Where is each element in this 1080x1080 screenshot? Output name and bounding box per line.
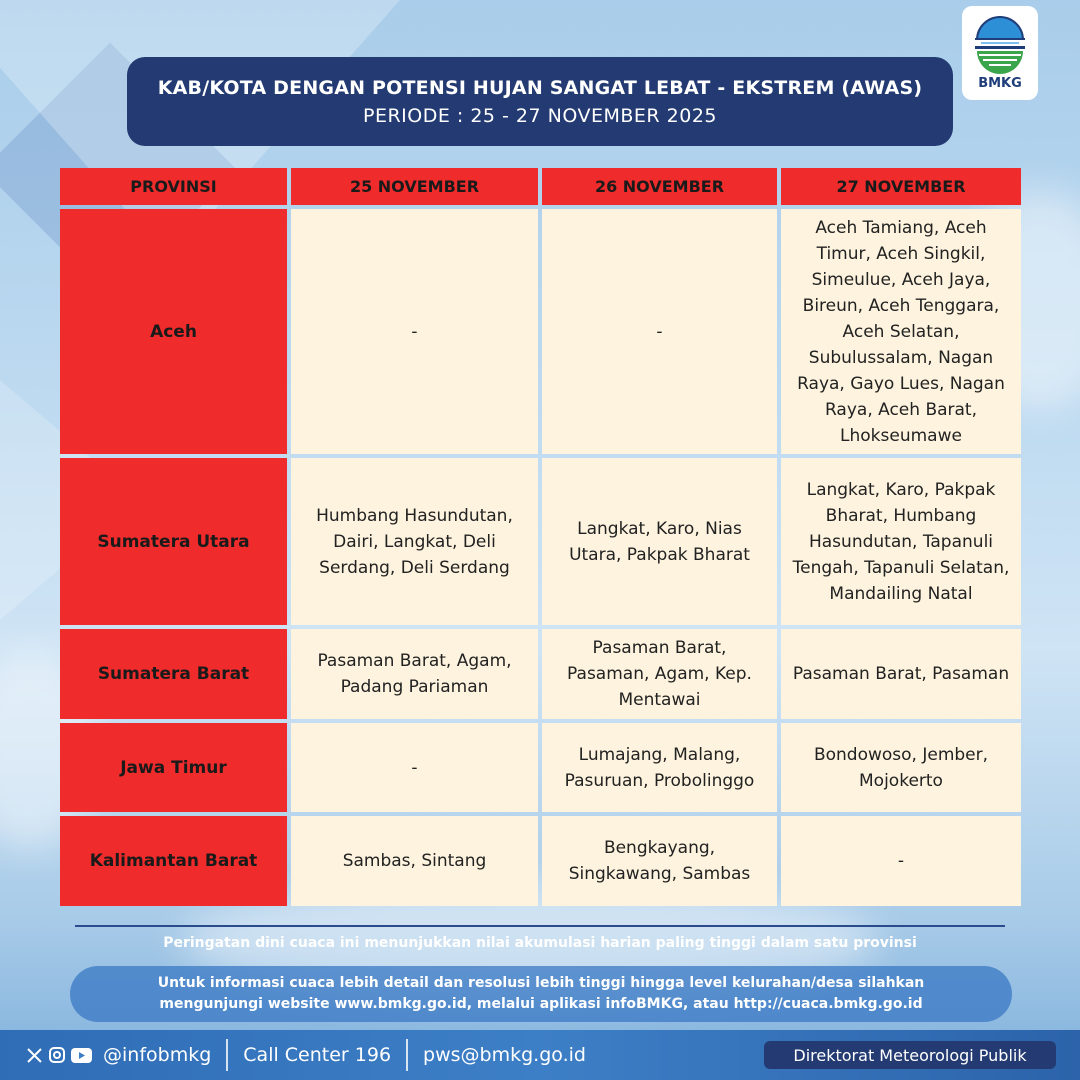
header-provinsi: PROVINSI [60,168,287,205]
province-cell: Jawa Timur [60,723,287,812]
table-cell: - [291,723,538,812]
table-cell: Pasaman Barat, Pasaman, Agam, Kep. Mentawai [542,629,777,719]
social-icons [26,1044,211,1066]
divider [75,925,1005,927]
page-title: KAB/KOTA DENGAN POTENSI HUJAN SANGAT LEBAT - EKSTREM (AWAS) [157,76,923,99]
footer-separator [406,1039,408,1071]
info-box [70,966,1012,1022]
table-cell: Sambas, Sintang [291,816,538,906]
table-cell: Langkat, Karo, Pakpak Bharat, Humbang Hasundutan, Tapanuli Tengah, Tapanuli Selatan, Mandailing Natal [781,458,1021,625]
table-cell: - [781,816,1021,906]
province-cell: Sumatera Barat [60,629,287,719]
bmkg-emblem-icon [971,16,1029,74]
footer-separator [226,1039,228,1071]
logo-label: BMKG [978,75,1022,91]
table-cell: Langkat, Karo, Nias Utara, Pakpak Bharat [542,458,777,625]
directorate-badge: Direktorat Meteorologi Publik [764,1041,1056,1069]
call-center: Call Center 196 [243,1044,392,1066]
table-cell: Pasaman Barat, Agam, Padang Pariaman [291,629,538,719]
youtube-icon[interactable] [70,1047,92,1064]
bmkg-logo [962,6,1038,100]
info-line: Untuk informasi cuaca lebih detail dan resolusi lebih tinggi hingga level kelurahan/desa silahkan [157,975,925,991]
email-link[interactable]: pws@bmkg.go.id [423,1044,586,1066]
header-27-november: 27 NOVEMBER [781,168,1021,205]
table-cell: Pasaman Barat, Pasaman [781,629,1021,719]
table-cell: Bondowoso, Jember, Mojokerto [781,723,1021,812]
x-twitter-icon[interactable] [26,1047,43,1064]
instagram-icon[interactable] [48,1047,65,1064]
province-cell: Aceh [60,209,287,454]
header-25-november: 25 NOVEMBER [291,168,538,205]
info-line: mengunjungi website www.bmkg.go.id, melalui aplikasi infoBMKG, atau http://cuaca.bmkg.go.id [159,996,923,1012]
warning-note: Peringatan dini cuaca ini menunjukkan nilai akumulasi harian paling tinggi dalam satu provinsi [163,935,917,951]
table-cell: Humbang Hasundutan, Dairi, Langkat, Deli Serdang, Deli Serdang [291,458,538,625]
period-subtitle: PERIODE : 25 - 27 NOVEMBER 2025 [362,104,718,127]
header-26-november: 26 NOVEMBER [542,168,777,205]
title-banner [127,57,953,146]
province-cell: Sumatera Utara [60,458,287,625]
social-handle[interactable]: @infobmkg [103,1044,212,1066]
province-cell: Kalimantan Barat [60,816,287,906]
table-cell: - [542,209,777,454]
table-cell: Bengkayang, Singkawang, Sambas [542,816,777,906]
table-cell: Aceh Tamiang, Aceh Timur, Aceh Singkil, Simeulue, Aceh Jaya, Bireun, Aceh Tenggara, Aceh Selatan, Subulussalam, Nagan Raya, Gayo Lues, Nagan Raya, Aceh Barat, Lhokseumawe [781,209,1021,454]
table-cell: Lumajang, Malang, Pasuruan, Probolinggo [542,723,777,812]
table-cell: - [291,209,538,454]
